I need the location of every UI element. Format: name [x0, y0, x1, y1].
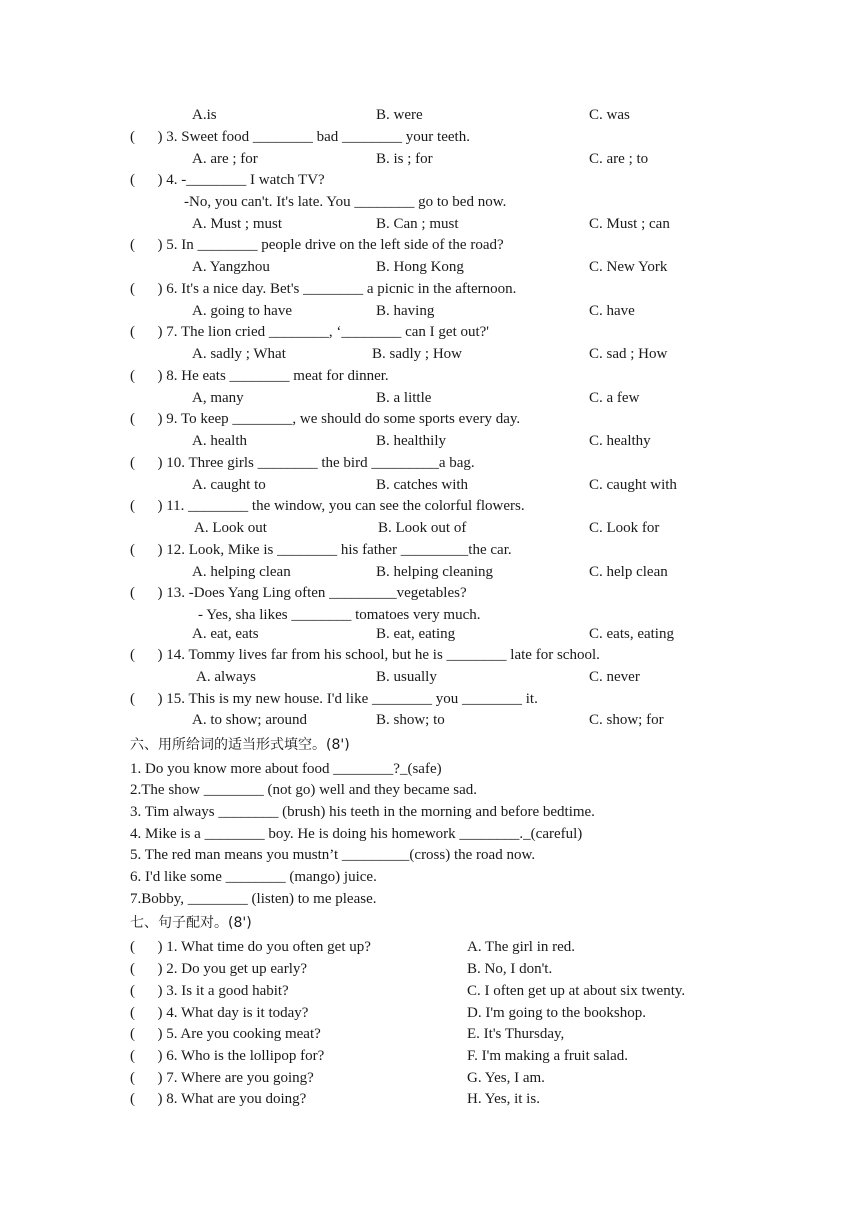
match-question-4: ( ) 4. What day is it today?	[130, 1005, 309, 1021]
match-question-6: ( ) 6. Who is the lollipop for?	[130, 1048, 325, 1064]
question-7: ( ) 7. The lion cried ________, ‘________ can I get out?'	[130, 324, 490, 340]
section-7-title: 七、句子配对。(8')	[130, 915, 252, 931]
fill-item-6: 6. I'd like some ________ (mango) juice.	[130, 869, 377, 885]
q6-option-b: B. having	[376, 303, 435, 319]
question-9: ( ) 9. To keep ________, we should do some sports every day.	[130, 411, 521, 427]
q2-option-a: A.is	[192, 107, 217, 123]
q7-option-c: C. sad ; How	[589, 346, 668, 362]
fill-item-2: 2.The show ________ (not go) well and they became sad.	[130, 782, 477, 798]
q11-option-b: B. Look out of	[378, 520, 467, 536]
question-4-reply: -No, you can't. It's late. You ________ go to bed now.	[184, 194, 507, 210]
q11-option-a: A. Look out	[194, 520, 267, 536]
match-answer-h: H. Yes, it is.	[467, 1091, 540, 1107]
question-13: ( ) 13. -Does Yang Ling often _________vegetables?	[130, 585, 467, 601]
match-answer-c: C. I often get up at about six twenty.	[467, 983, 686, 999]
q11-option-c: C. Look for	[589, 520, 660, 536]
question-10: ( ) 10. Three girls ________ the bird _________a bag.	[130, 455, 475, 471]
match-answer-f: F. I'm making a fruit salad.	[467, 1048, 629, 1064]
fill-item-1: 1. Do you know more about food ________?_(safe)	[130, 761, 442, 777]
fill-item-3: 3. Tim always ________ (brush) his teeth in the morning and before bedtime.	[130, 804, 595, 820]
fill-item-5: 5. The red man means you mustn’t _________(cross) the road now.	[130, 847, 536, 863]
q6-option-a: A. going to have	[192, 303, 292, 319]
question-4: ( ) 4. -________ I watch TV?	[130, 172, 325, 188]
match-question-5: ( ) 5. Are you cooking meat?	[130, 1026, 321, 1042]
q13-option-b: B. eat, eating	[376, 626, 456, 642]
q13-option-a: A. eat, eats	[192, 626, 259, 642]
q15-option-a: A. to show; around	[192, 712, 307, 728]
question-13-reply: - Yes, sha likes ________ tomatoes very much.	[198, 607, 481, 623]
q5-option-b: B. Hong Kong	[376, 259, 464, 275]
q10-option-b: B. catches with	[376, 477, 469, 493]
q5-option-c: C. New York	[589, 259, 668, 275]
q8-option-c: C. a few	[589, 390, 640, 406]
q6-option-c: C. have	[589, 303, 635, 319]
q3-option-c: C. are ; to	[589, 151, 649, 167]
question-14: ( ) 14. Tommy lives far from his school, but he is ________ late for school.	[130, 647, 600, 663]
question-3: ( ) 3. Sweet food ________ bad ________ your teeth.	[130, 129, 470, 145]
q3-option-a: A. are ; for	[192, 151, 258, 167]
fill-item-4: 4. Mike is a ________ boy. He is doing his homework ________._(careful)	[130, 826, 583, 842]
q15-option-c: C. show; for	[589, 712, 664, 728]
q12-option-a: A. helping clean	[192, 564, 291, 580]
q5-option-a: A. Yangzhou	[192, 259, 270, 275]
match-question-8: ( ) 8. What are you doing?	[130, 1091, 307, 1107]
fill-item-7: 7.Bobby, ________ (listen) to me please.	[130, 891, 377, 907]
q2-option-c: C. was	[589, 107, 630, 123]
match-answer-e: E. It's Thursday,	[467, 1026, 565, 1042]
q8-option-a: A, many	[192, 390, 244, 406]
q12-option-c: C. help clean	[589, 564, 668, 580]
q4-option-a: A. Must ; must	[192, 216, 283, 232]
q9-option-b: B. healthily	[376, 433, 446, 449]
match-question-7: ( ) 7. Where are you going?	[130, 1070, 314, 1086]
q10-option-a: A. caught to	[192, 477, 266, 493]
q9-option-a: A. health	[192, 433, 247, 449]
q13-option-c: C. eats, eating	[589, 626, 674, 642]
question-8: ( ) 8. He eats ________ meat for dinner.	[130, 368, 389, 384]
section-6-title: 六、用所给词的适当形式填空。(8')	[130, 737, 350, 753]
question-6: ( ) 6. It's a nice day. Bet's ________ a picnic in the afternoon.	[130, 281, 517, 297]
q3-option-b: B. is ; for	[376, 151, 433, 167]
q14-option-c: C. never	[589, 669, 640, 685]
match-answer-b: B. No, I don't.	[467, 961, 553, 977]
q15-option-b: B. show; to	[376, 712, 445, 728]
match-answer-d: D. I'm going to the bookshop.	[467, 1005, 646, 1021]
q14-option-a: A. always	[196, 669, 256, 685]
q4-option-c: C. Must ; can	[589, 216, 670, 232]
q8-option-b: B. a little	[376, 390, 432, 406]
question-5: ( ) 5. In ________ people drive on the left side of the road?	[130, 237, 504, 253]
question-12: ( ) 12. Look, Mike is ________ his father _________the car.	[130, 542, 512, 558]
q4-option-b: B. Can ; must	[376, 216, 459, 232]
question-11: ( ) 11. ________ the window, you can see the colorful flowers.	[130, 498, 525, 514]
question-15: ( ) 15. This is my new house. I'd like ________ you ________ it.	[130, 691, 538, 707]
match-answer-a: A. The girl in red.	[467, 939, 576, 955]
q14-option-b: B. usually	[376, 669, 437, 685]
q12-option-b: B. helping cleaning	[376, 564, 494, 580]
q7-option-b: B. sadly ; How	[372, 346, 462, 362]
match-question-2: ( ) 2. Do you get up early?	[130, 961, 308, 977]
q7-option-a: A. sadly ; What	[192, 346, 286, 362]
match-answer-g: G. Yes, I am.	[467, 1070, 545, 1086]
match-question-3: ( ) 3. Is it a good habit?	[130, 983, 289, 999]
q9-option-c: C. healthy	[589, 433, 651, 449]
q2-option-b: B. were	[376, 107, 423, 123]
q10-option-c: C. caught with	[589, 477, 677, 493]
match-question-1: ( ) 1. What time do you often get up?	[130, 939, 371, 955]
